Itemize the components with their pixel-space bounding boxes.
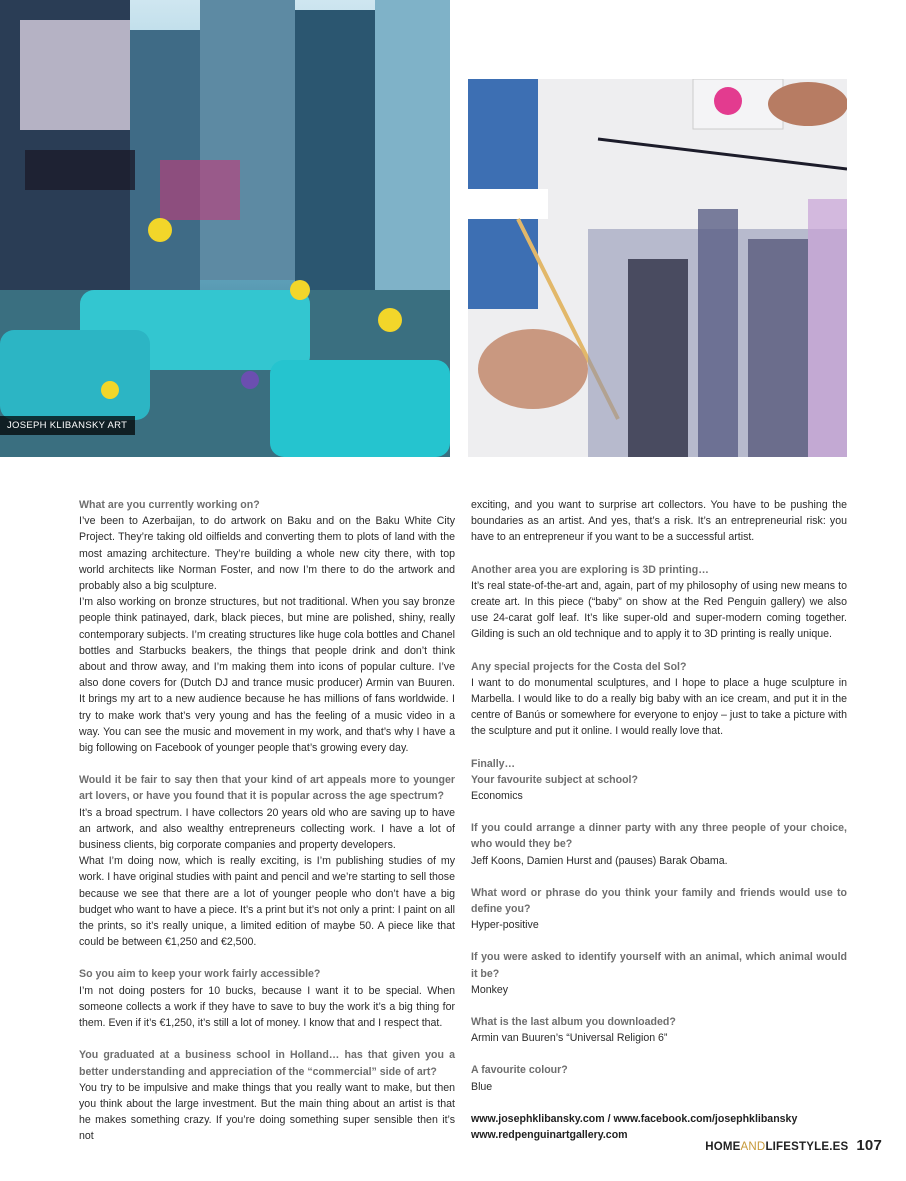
answer-paragraph: I’m also working on bronze structures, but not traditional. When you say bronze people think patinayed, dark, black pieces, but mine are polished, shiny, really contemporary subjects. I’m creating structures like huge cola bottles and Chanel bottles and Starbucks beakers, the things that people drink and don’t think about and throw away, and I’m making them into icons of popular culture. I’ve also done covers for (Dutch DJ and trance music producer) Armin van Buuren. It brings my art to a new audience because he has millions of fans worldwide. I try to make work that’s very young and has the feeling of a music video in a way. You can see the music and movement in my work, and that’s why I have a big following on Facebook of younger people that’s growing every day. bbox=[79, 596, 455, 755]
answer-paragraph: What I’m doing now, which is really exciting, is I’m publishing studies of my work. I have original studies with paint and pencil and we’re starting to sell those because we see that there are a lot of younger people who don’t have a big budget who want to have a piece. It’s a print but it’s not only a print: I paint on all the prints, so it’s really unique, a limited edition of maybe 50. A piece like that could be between €1,250 and €2,500. bbox=[79, 855, 455, 949]
website-links[interactable]: www.josephklibansky.com / www.facebook.com/josephklibansky bbox=[471, 1112, 798, 1125]
question: A favourite colour? bbox=[471, 1064, 568, 1077]
answer-paragraph: I’m not doing posters for 10 bucks, because I want it to be special. When someone collects a work if they have to save to buy the work it’s a big thing for them. Even if it’s €1,250, it’s still a lot of money. I know that and I respect that. bbox=[79, 984, 455, 1030]
image-credit: JOSEPH KLIBANSKY ART bbox=[0, 416, 135, 435]
answer-paragraph: Jeff Koons, Damien Hurst and (pauses) Barak Obama. bbox=[471, 854, 728, 867]
article-column-right bbox=[471, 497, 847, 1143]
question: If you could arrange a dinner party with any three people of your choice, who would they be? bbox=[471, 822, 847, 851]
footer-brand-lifestyle: LIFESTYLE.ES bbox=[765, 1141, 849, 1153]
article-column-left bbox=[79, 497, 455, 1145]
page-number: 107 bbox=[856, 1137, 882, 1154]
page-footer bbox=[705, 1137, 882, 1154]
question: Another area you are exploring is 3D printing… bbox=[471, 563, 709, 576]
answer-paragraph: It’s a broad spectrum. I have collectors 20 years old who are saving up to have an artwork, and also wealthy entrepreneurs collecting work. I have a lot of business clients, big corporate companies and property developers. bbox=[79, 806, 455, 852]
footer-brand-and: AND bbox=[740, 1141, 766, 1153]
answer-paragraph: Monkey bbox=[471, 983, 509, 996]
artist-painting-photo bbox=[468, 79, 847, 457]
footer-brand-home: HOME bbox=[705, 1141, 741, 1153]
question: Would it be fair to say then that your kind of art appeals more to younger art lovers, or have you found that it is popular across the age spectrum? bbox=[79, 774, 455, 803]
answer-paragraph: Economics bbox=[471, 790, 523, 803]
answer-paragraph: You try to be impulsive and make things that you really want to make, but then you think about the large investment. But the main thing about an artist is that he makes something crazy. If you’re doing something super sensible then it’s not bbox=[79, 1081, 455, 1143]
answer-paragraph: I’ve been to Azerbaijan, to do artwork on Baku and on the Baku White City Project. They’re taking old oilfields and converting them to plots of land with the most amazing architecture. They’re building a whole new city there, with top world architects like Norman Foster, and now I’m there to do the artwork and probably also a big sculpture. bbox=[79, 515, 455, 593]
answer-paragraph: Hyper-positive bbox=[471, 919, 539, 932]
question: Finally… Your favourite subject at school? bbox=[471, 757, 638, 786]
answer-paragraph: exciting, and you want to surprise art collectors. You have to be pushing the boundaries as an artist. And yes, that’s a risk. It’s an entrepreneurial risk: you have to an entrepreneur if you want to be a successful artist. bbox=[471, 499, 847, 544]
question: You graduated at a business school in Holland… has that given you a better understanding and appreciation of the “commercial” side of art? bbox=[79, 1049, 455, 1078]
question: So you aim to keep your work fairly accessible? bbox=[79, 968, 321, 981]
answer-paragraph: Blue bbox=[471, 1080, 493, 1093]
question: Any special projects for the Costa del Sol? bbox=[471, 660, 687, 673]
question: What word or phrase do you think your family and friends would use to define you? bbox=[471, 886, 847, 916]
question: What is the last album you downloaded? bbox=[471, 1016, 676, 1029]
answer-paragraph: I want to do monumental sculptures, and I hope to place a huge sculpture in Marbella. I would like to do a really big baby with an ice cream, and put it in the centre of Banús or somewhere for everyone to enjoy – just to take a picture with the sculpture and put it online. I would really love that. bbox=[471, 676, 847, 738]
answer-paragraph: It’s real state-of-the-art and, again, part of my philosophy of using new means to create art. In this piece (“baby” on show at the Red Penguin gallery) we also use 24-carat golf leaf. It’s like super-old and super-modern coming together. Gilding is such an old technique and to apply it to 3D printing is really unique. bbox=[471, 579, 847, 641]
artwork-city-image bbox=[0, 0, 450, 457]
gallery-link[interactable]: www.redpenguinartgallery.com bbox=[471, 1129, 628, 1142]
question: What are you currently working on? bbox=[79, 499, 260, 511]
answer-paragraph: Armin van Buuren’s “Universal Religion 6” bbox=[471, 1032, 668, 1045]
question: If you were asked to identify yourself with an animal, which animal would it be? bbox=[471, 951, 847, 980]
